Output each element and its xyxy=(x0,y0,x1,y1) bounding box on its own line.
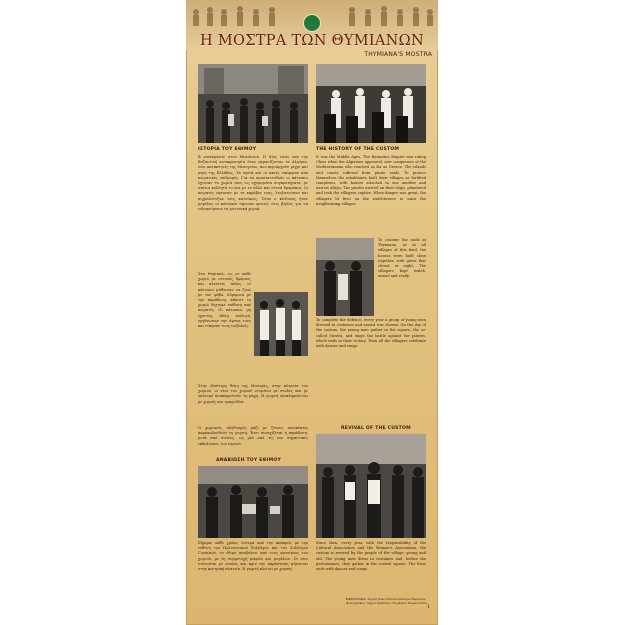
photo-costumed-group xyxy=(316,64,426,143)
body-text-gr-2 xyxy=(198,272,251,382)
body-text-en-2 xyxy=(378,238,426,316)
body-text-gr-3-content: Στην ιδιαίτερη θέση της Μοστρας, στην πλατεία του χωριού, οι νέοι του χωριού ντυμένοι με στολές και με οπλισμό αναπαριστούν τη μάχη. Η γιορτή ολοκληρώνεται με χορούς και τραγούδια. xyxy=(198,384,308,404)
page-number: 1 xyxy=(426,604,430,610)
section-heading-revival-en: REVIVAL OF THE CUSTOM xyxy=(341,426,411,431)
section-heading-revival-gr: ΑΝΑΒΙΩΣΗ ΤΟΥ ΕΘΙΜΟΥ xyxy=(216,458,281,463)
photo-dancers xyxy=(254,292,308,356)
footer-credits: ΒΙΒΛΙΟΓΡΑΦΙΑ: Αρχείο Πολιτιστικού Συλλόγου Θυμιανών. Φωτογραφίες: Αρχείο Συλλόγου. Επιμέλεια: Θυμιανά Χίου. xyxy=(346,597,428,605)
body-text-gr-4-content: Ο χωριανός πληθυσμός μαζί με ξένους επισκέπτες παρακολουθούν τη γιορτή. Έτσι συνεχίζεται η παράδοση, μετά από αιώνες, ως μία από τις πιο σημαντικές εκδηλώσεις του νησιού. xyxy=(198,426,308,446)
body-text-gr-3 xyxy=(198,384,308,424)
poster-subtitle: THYMIANA'S MOSTRA xyxy=(364,51,432,58)
body-text-gr-4 xyxy=(198,426,308,456)
body-text-en-2-content: To counter the raids at Thymiana, as in all villages of this kind, the houses were built close together, with gates that closed at night. The villagers kept watch, armed and ready. xyxy=(378,238,426,279)
body-text-gr-1 xyxy=(198,155,308,270)
photo-costumed-procession xyxy=(316,434,426,538)
body-text-gr-5-content: Σήμερα, κάθε χρόνο, ύστερα από την Απόκριά, με την ευθύνη του Πολιτιστικού Συλλόγου και του Συλλόγου Γυναικών, το έθιμο αναβιώνει από τους κατοίκους του χωριού, με τη συμμετοχή μικρών και μεγάλων. Οι νέοι ντύνονται με στολές και πριν την παράσταση ψήνονται στην κεντρική πλατεία. Η γιορτή κλείνει με χορούς. xyxy=(198,541,308,572)
section-heading-history-en: THE HISTORY OF THE CUSTOM xyxy=(316,147,400,152)
body-text-gr-1-content: Β ρισκόμαστε στον Μεσαίωνα. Η Χίος είναι υπό την Βυζαντινή αυτοκρατορία όταν εμφανίζονται τα Αλγέρια, νέοι κατακτητές της Μεσογείου, που κυριαρχούν μέχρι και μέρη της Ελλάδας. Τα νησιά και οι ακτές υπέφεραν από πειρατικές επιδρομές. Για να προστατευθούν οι κάτοικοι έχτισαν τα χωριά τους ως οχυρωμένα συγκροτήματα, με σπίτια κολλητά το ένα με το άλλο και στενά δρομάκια. Οι πειρατές έφταναν με τα καράβια τους, λεηλατούσαν και αιχμαλώτιζαν τους κατοίκους. Όταν ο κίνδυνος ήταν μεγάλος οι κάτοικοι ύψωναν φωτιές στις βίγλες για να ειδοποιήσουν τα γειτονικά χωριά. xyxy=(198,155,308,212)
body-text-en-3 xyxy=(316,318,426,424)
photo-armed-men xyxy=(316,238,374,316)
body-text-en-3-content: To complete the defence, every year a group of young men dressed in costumes and armed was chosen. On the day of the custom, the young men gather in the square, the so-called Mostra, and stage the battle against the pirates, which ends in their victory. Then all the villagers celebrate with dances and songs. xyxy=(316,318,426,349)
section-heading-history-gr: ΙΣΤΟΡΙΑ ΤΟΥ ΕΘΙΜΟΥ xyxy=(198,147,257,152)
association-logo xyxy=(303,14,321,32)
body-text-en-1 xyxy=(316,155,426,235)
poster xyxy=(186,0,438,625)
body-text-en-4 xyxy=(316,541,426,593)
body-text-en-4-content: Since then, every year, with the responsibility of the Cultural Association and the Women's Association, the custom is revived by the people of the village, young and old. The young men dress in costumes and, before the performance, they gather in the central square. The feast ends with dances and songs. xyxy=(316,541,426,572)
photo-musicians xyxy=(198,466,308,538)
poster-title: Η ΜΟΣΤΡΑ ΤΩΝ ΘΥΜΙΑΝΩΝ xyxy=(200,33,424,49)
body-text-en-1-content: It was the Middle Ages. The Byzantine Empire was ruling Chios when the Algerians appeared, new conquerors of the Mediterranean who reached as far as Greece. The islands and coasts suffered from pirate raids. To protect themselves the inhabitants built their villages as fortified complexes, with houses attached to one another and narrow alleys. The pirates arrived on their ships, plundered and took the villagers captive. When danger was great, the villagers lit fires on the watchtowers to warn the neighbouring villages. xyxy=(316,155,426,206)
photo-crowd-square xyxy=(198,64,308,143)
body-text-gr-5 xyxy=(198,541,308,619)
body-text-gr-2-content: Στα Θυμιανά, ως σε κάθε χωριό με στενούς δρόμους και κλειστές πύλες, οι κάτοικοι μάθαιναν να ζουν με τον φόβο. Σύμφωνα με την παράδοση, κάποτε το χωριό δέχτηκε επίθεση από πειρατές. Οι κάτοικοι, μη έχοντας άλλη επιλογή, οργάνωσαν την άμυνα τους και νίκησαν τους εισβολείς. xyxy=(198,272,251,329)
